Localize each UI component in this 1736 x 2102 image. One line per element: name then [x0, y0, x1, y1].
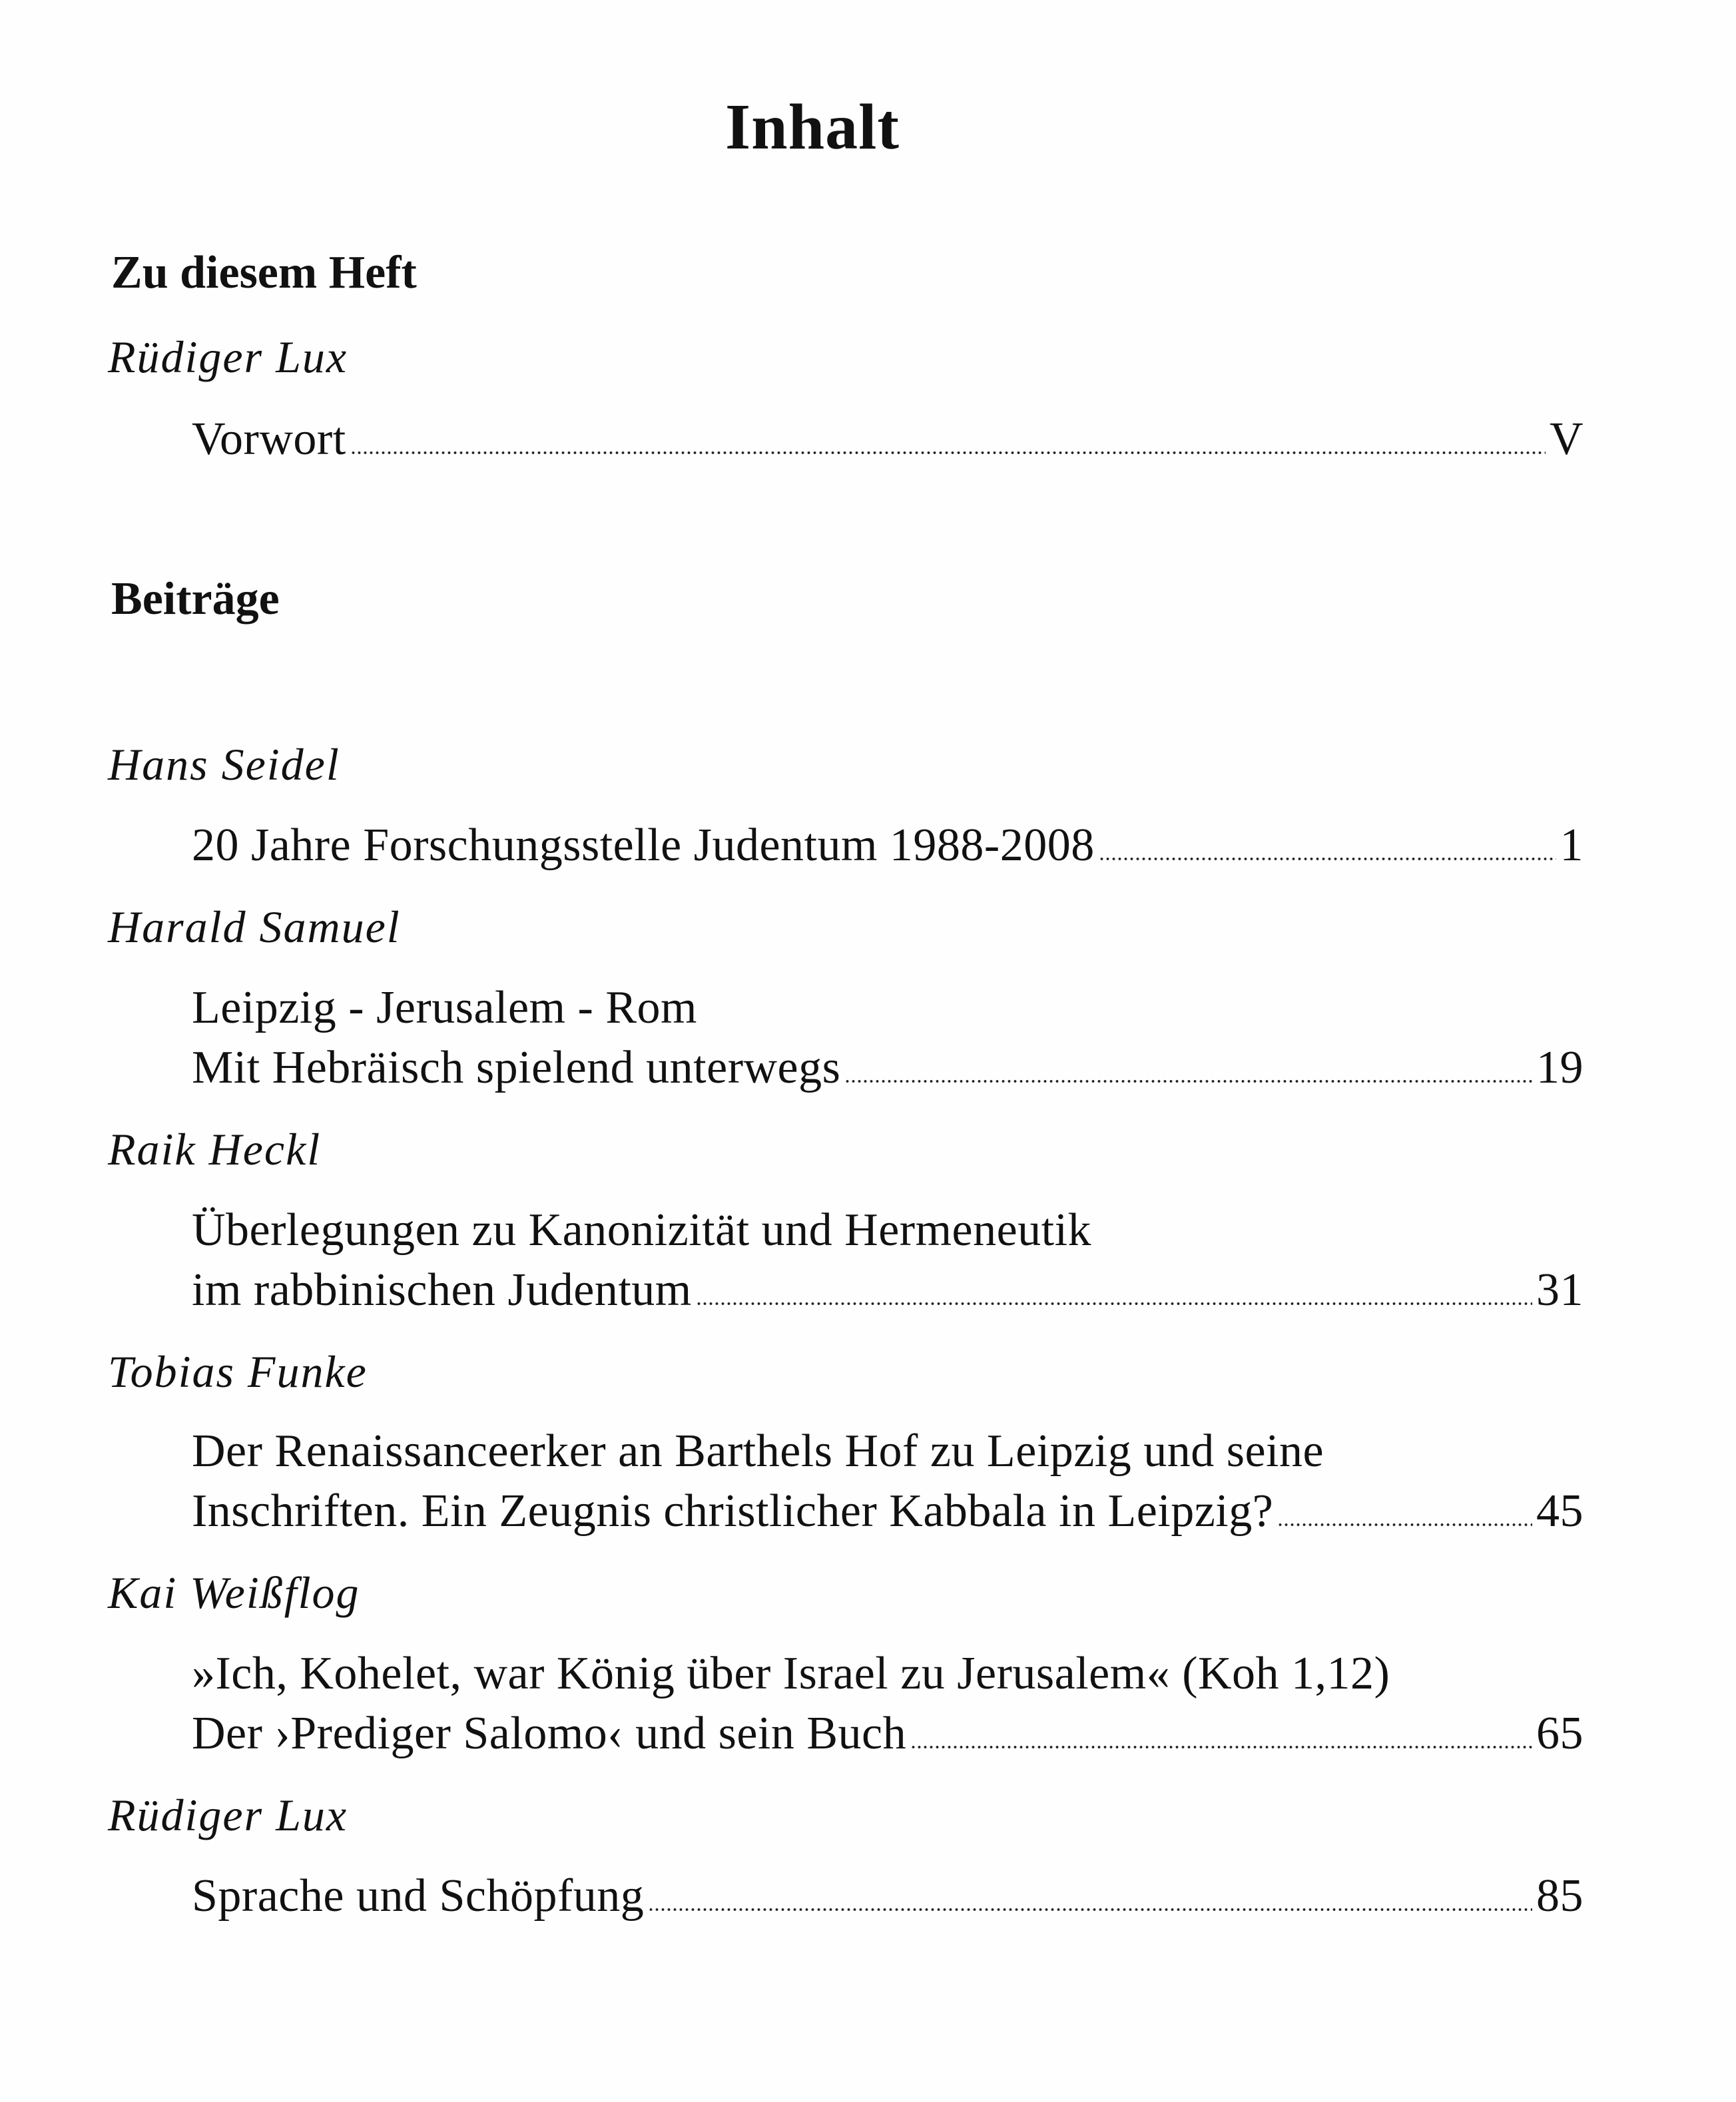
toc-entry-title: 20 Jahre Forschungsstelle Judentum 1988-2008: [192, 820, 1095, 871]
toc-entry-vorwort[interactable]: [192, 413, 1584, 466]
dot-leader: [910, 1744, 1532, 1750]
toc-entry-title-line: Der Renaissanceerker an Barthels Hof zu Leipzig und seine: [192, 1426, 1324, 1477]
author: Rüdiger Lux: [108, 1790, 348, 1840]
toc-entry-title-line: »Ich, Kohelet, war König über Israel zu Jerusalem« (Koh 1,12): [192, 1648, 1390, 1699]
dot-leader: [844, 1079, 1532, 1084]
toc-entry[interactable]: [192, 1707, 1584, 1760]
section-heading-front: Zu diesem Heft: [111, 247, 417, 298]
author: Tobias Funke: [108, 1346, 368, 1397]
toc-entry-page: 19: [1536, 1042, 1584, 1093]
toc-entry[interactable]: [192, 1041, 1584, 1095]
toc-entry-title: Der ›Prediger Salomo‹ und sein Buch: [192, 1708, 907, 1759]
toc-entry-title: Mit Hebräisch spielend unterwegs: [192, 1042, 841, 1093]
author: Hans Seidel: [108, 739, 340, 790]
toc-entry-title: im rabbinischen Judentum: [192, 1264, 692, 1316]
author: Harald Samuel: [108, 902, 401, 952]
dot-leader: [648, 1907, 1532, 1912]
author-front: Rüdiger Lux: [108, 332, 348, 382]
toc-entry-page: 31: [1536, 1264, 1584, 1316]
toc-entry-title: Vorwort: [192, 413, 346, 465]
toc-entry-title: Sprache und Schöpfung: [192, 1870, 645, 1922]
dot-leader: [1277, 1522, 1532, 1527]
dot-leader: [1099, 856, 1556, 862]
page-title: Inhalt: [724, 91, 900, 163]
toc-entry-title-line: Leipzig - Jerusalem - Rom: [192, 982, 697, 1033]
author: Kai Weißflog: [108, 1567, 360, 1618]
toc-entry[interactable]: [192, 1870, 1584, 1923]
toc-entry[interactable]: [192, 1485, 1584, 1538]
toc-entry-page: 65: [1536, 1708, 1584, 1759]
dot-leader: [350, 450, 1546, 455]
toc-entry-page: 45: [1536, 1485, 1584, 1537]
toc-entry-page: 1: [1560, 820, 1584, 871]
toc-entry-page: V: [1549, 413, 1584, 465]
toc-entry-title-line: Überlegungen zu Kanonizität und Hermeneutik: [192, 1204, 1092, 1256]
dot-leader: [696, 1301, 1532, 1306]
toc-entry[interactable]: [192, 819, 1584, 872]
author: Raik Heckl: [108, 1124, 322, 1175]
toc-entry-title: Inschriften. Ein Zeugnis christlicher Kabbala in Leipzig?: [192, 1485, 1274, 1537]
toc-entry-page: 85: [1536, 1870, 1584, 1922]
section-heading-contributions: Beiträge: [111, 573, 280, 625]
toc-entry[interactable]: [192, 1264, 1584, 1317]
